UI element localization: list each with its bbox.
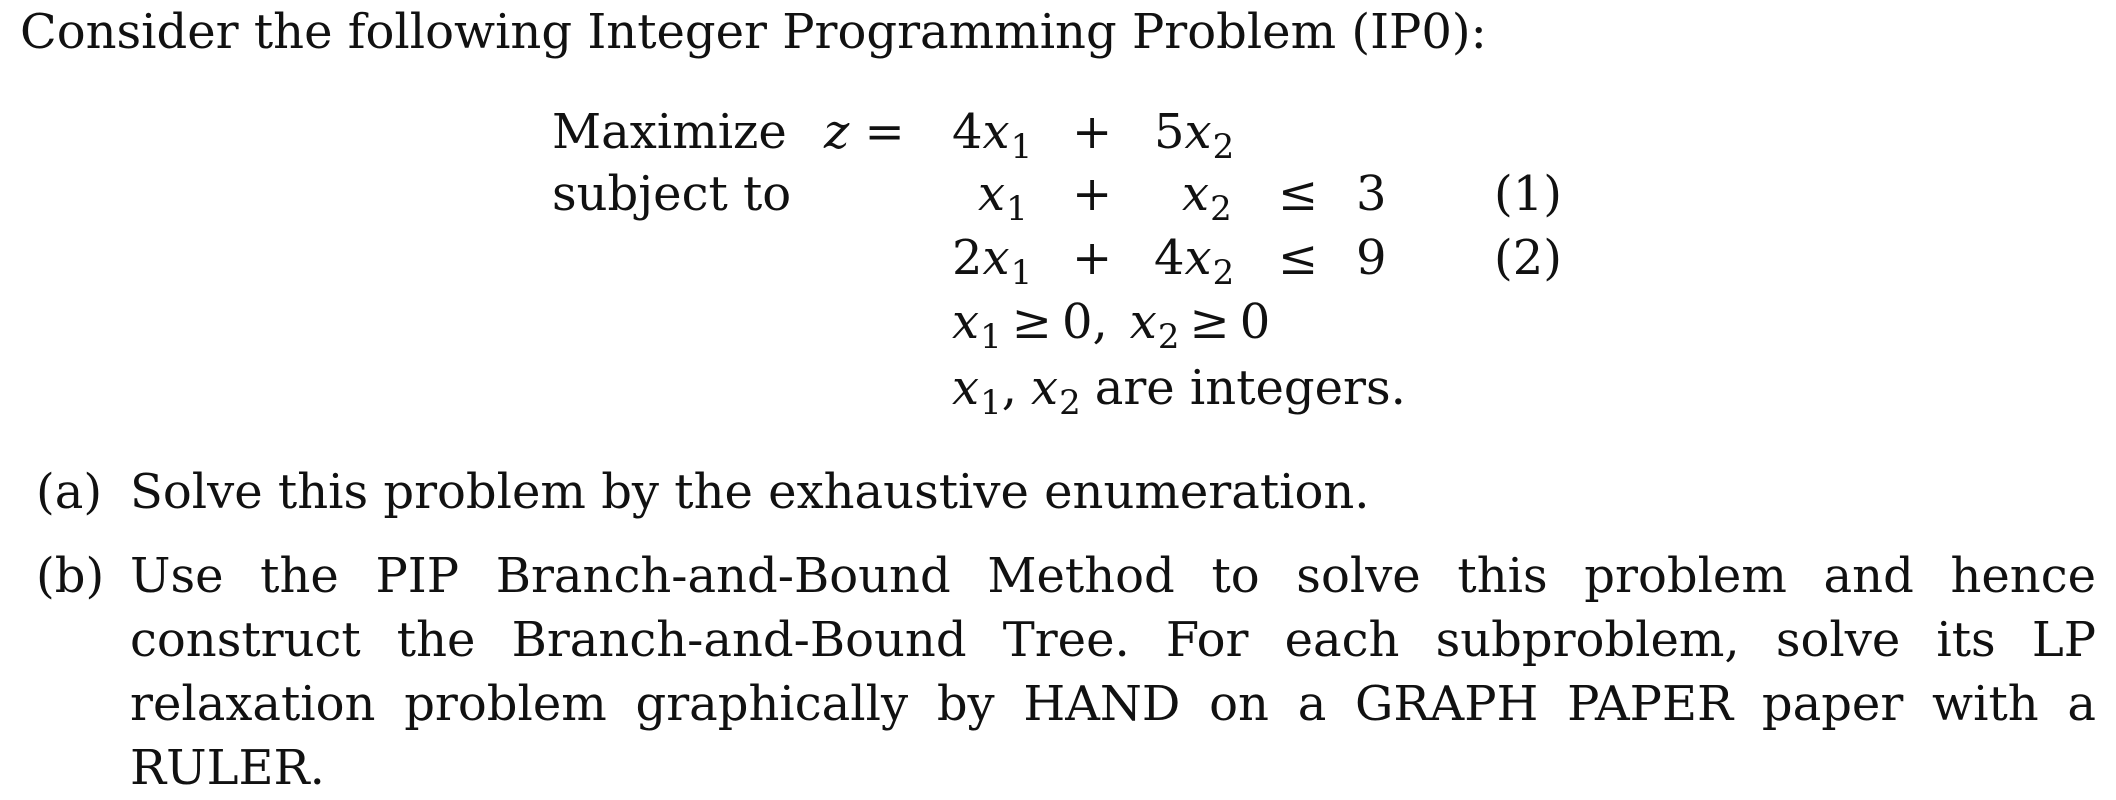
- constraint-1-term-2: $x_2$: [1182, 166, 1232, 229]
- intro-text: Consider the following Integer Programming Problem (IP0):: [20, 4, 1487, 60]
- constraint-2-relation: ≤: [1278, 230, 1319, 286]
- part-b-label: (b): [36, 548, 105, 604]
- constraint-2-rhs: 9: [1356, 230, 1387, 286]
- maximize-label: Maximize: [552, 104, 787, 160]
- subject-to-label: subject to: [552, 166, 792, 222]
- constraint-1-tag: (1): [1494, 166, 1562, 222]
- part-b-text: Use the PIP Branch-and-Bound Method to solve this problem and hence construct the Branch-and-Bound Tree. For each subproblem, solve its LP relaxation problem graphically by HAND on a GRAPH PAPER paper with a RULER.: [130, 548, 2096, 796]
- z-label: z =: [824, 104, 905, 160]
- constraint-2-plus: +: [1072, 230, 1113, 286]
- constraint-2-tag: (2): [1494, 230, 1562, 286]
- constraint-2-term-1: $2x_1$: [952, 230, 1033, 293]
- constraint-1-relation: ≤: [1278, 166, 1319, 222]
- constraint-1-term-1: $x_1$: [978, 166, 1028, 229]
- constraint-2-term-2: $4x_2$: [1154, 230, 1235, 293]
- objective-lhs: [824, 104, 905, 160]
- objective-term-1: $4x_1$: [952, 104, 1033, 167]
- constraint-1-rhs: 3: [1356, 166, 1387, 222]
- part-a-label: (a): [36, 464, 103, 520]
- nonnegativity-constraint: $x_1 \ge 0$, $x_2 \ge 0$: [952, 294, 1271, 357]
- constraint-1-plus: +: [1072, 166, 1113, 222]
- part-a-text: Solve this problem by the exhaustive enumeration.: [130, 464, 1370, 520]
- integrality-constraint: $x_1$, $x_2$ are integers.: [952, 360, 1406, 423]
- objective-plus: +: [1072, 104, 1113, 160]
- objective-term-2: $5x_2$: [1154, 104, 1235, 167]
